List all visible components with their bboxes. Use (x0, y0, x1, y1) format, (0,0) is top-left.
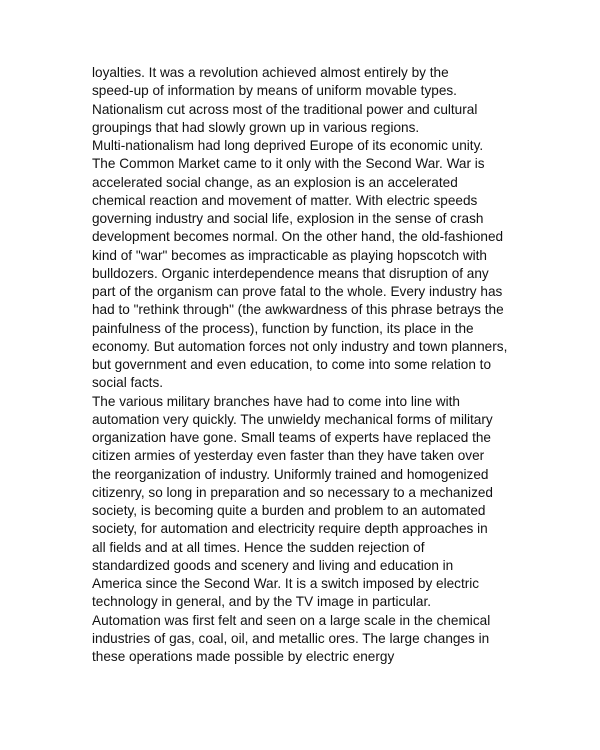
text-line: groupings that had slowly grown up in various regions. (92, 119, 420, 135)
text-line: accelerated social change, as an explosion is an accelerated (92, 174, 458, 190)
text-line: Multi-nationalism had long deprived Europe of its economic unity. (92, 138, 484, 153)
text-line: kind of "war" becomes as impracticable as playing hopscotch with (92, 247, 487, 263)
text-line: The Common Market came to it only with the Second War. War is (92, 156, 485, 172)
text-line: economy. But automation forces not only industry and town planners, (92, 338, 508, 354)
text-line: Nationalism cut across most of the traditional power and cultural (92, 101, 478, 117)
text-line: painfulness of the process), function by function, its place in the (92, 320, 474, 336)
text-line: loyalties. It was a revolution achieved almost entirely by the (92, 65, 449, 80)
text-line: chemical reaction and movement of matter. With electric speeds (92, 192, 478, 208)
text-line: all fields and at all times. Hence the sudden rejection of (92, 539, 425, 555)
text-line: America since the Second War. It is a switch imposed by electric (92, 576, 480, 591)
text-line: the reorganization of industry. Uniformly trained and homogenized (92, 466, 489, 482)
text-line: industries of gas, coal, oil, and metallic ores. The large changes in (92, 630, 490, 646)
text-line: citizenry, so long in preparation and so necessary to a mechanized (92, 484, 493, 500)
text-line: organization have gone. Small teams of experts have replaced the (92, 430, 491, 445)
body-text (92, 64, 522, 666)
text-line: society, for automation and electricity require depth approaches in (92, 521, 488, 537)
text-line: technology in general, and by the TV image in particular. (92, 594, 432, 610)
text-line: had to "rethink through" (the awkwardness of this phrase betrays the (92, 302, 504, 318)
text-line: governing industry and social life, explosion in the sense of crash (92, 211, 484, 226)
text-line: society, is becoming quite a burden and problem to an automated (92, 503, 486, 518)
text-line: automation very quickly. The unwieldy mechanical forms of military (92, 411, 493, 427)
text-line: The various military branches have had to come into line with (92, 393, 460, 409)
text-line: part of the organism can prove fatal to the whole. Every industry has (92, 284, 503, 299)
text-line: development becomes normal. On the other hand, the old-fashioned (92, 229, 504, 245)
text-line: citizen armies of yesterday even faster than they have taken over (92, 448, 485, 464)
text-line: but government and even education, to come into some relation to (92, 357, 491, 372)
text-line: bulldozers. Organic interdependence means that disruption of any (92, 265, 489, 281)
text-line: these operations made possible by electric energy (92, 649, 395, 664)
text-line: speed-up of information by means of uniform movable types. (92, 83, 457, 99)
text-line: Automation was first felt and seen on a large scale in the chemical (92, 612, 491, 628)
text-line: social facts. (92, 375, 164, 391)
text-line: standardized goods and scenery and living and education in (92, 557, 454, 573)
